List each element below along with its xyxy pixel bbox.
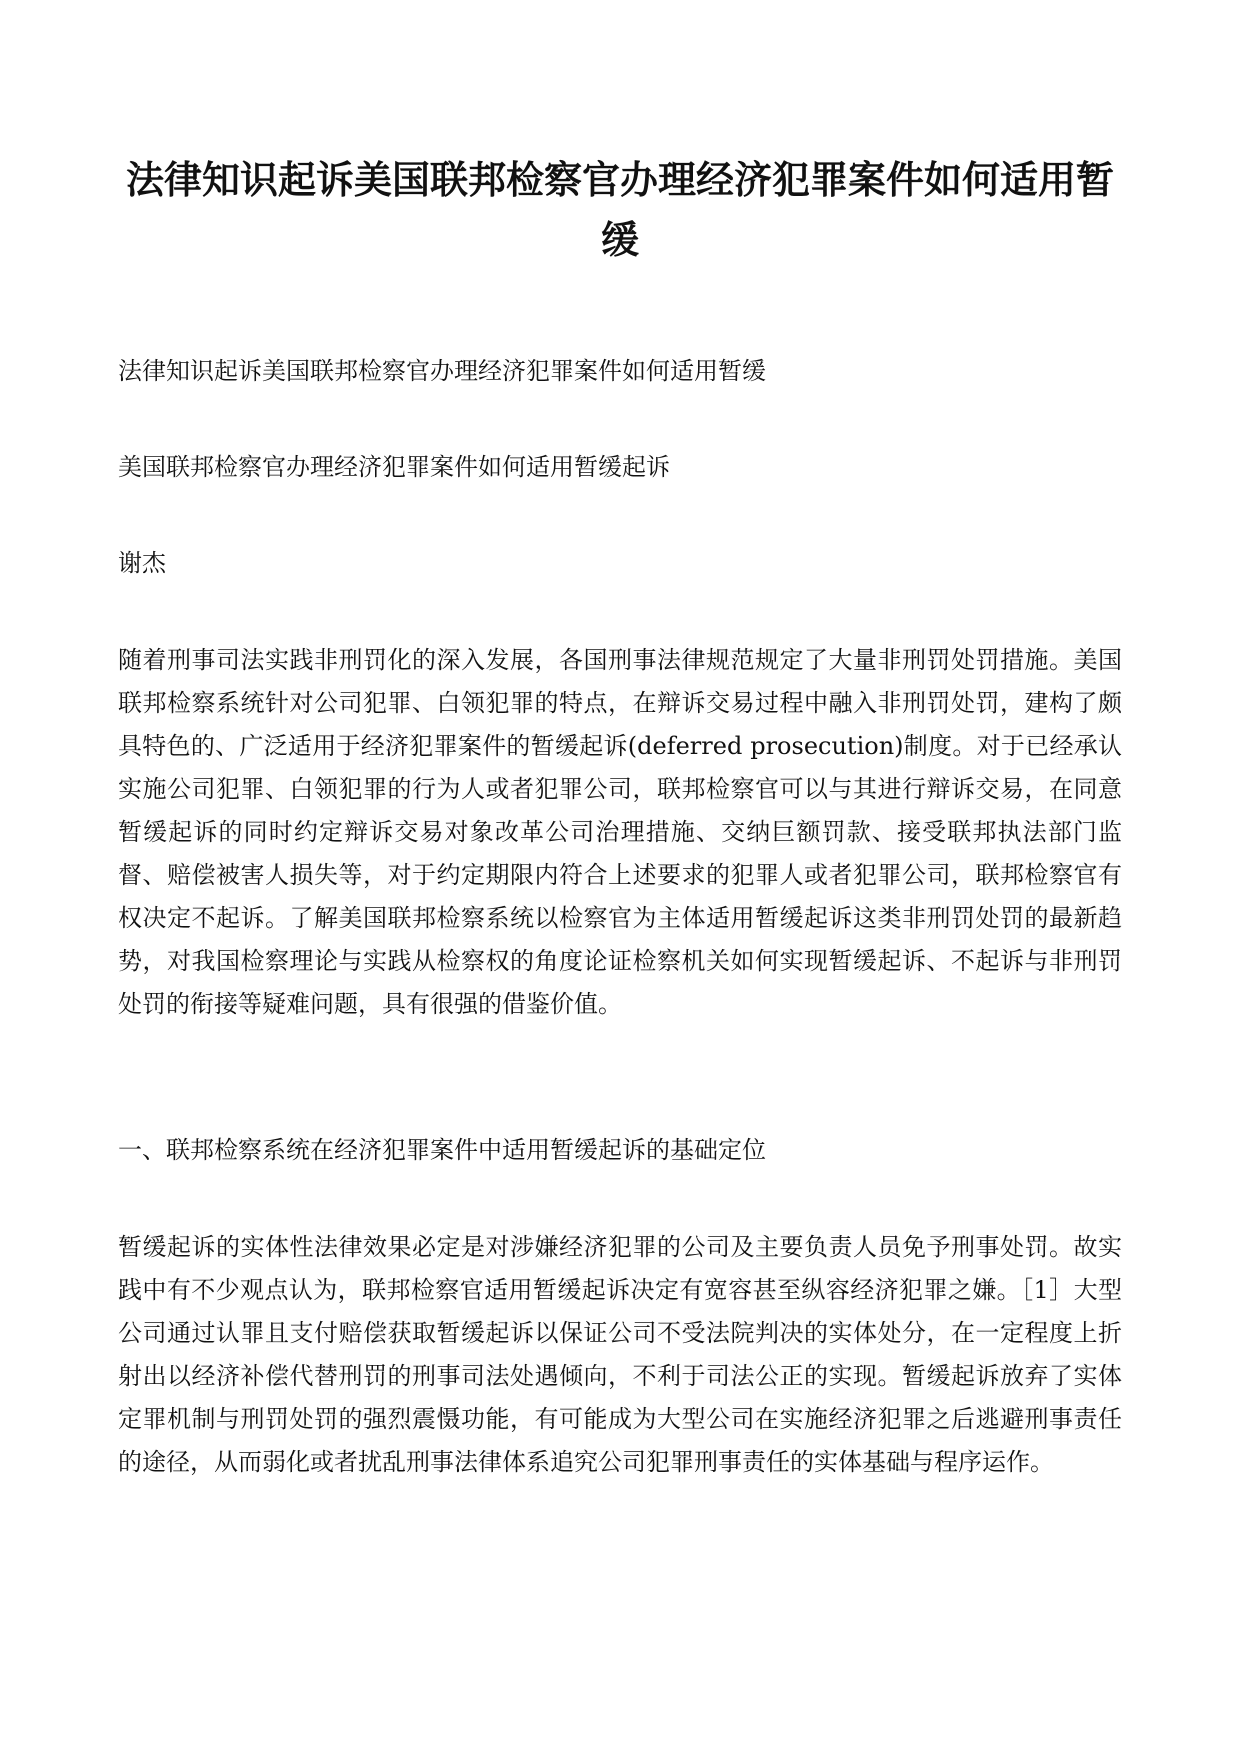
- body-paragraph-section-one: 暂缓起诉的实体性法律效果必定是对涉嫌经济犯罪的公司及主要负责人员免予刑事处罚。故实践中有不少观点认为，联邦检察官适用暂缓起诉决定有宽容甚至纵容经济犯罪之嫌。［1］大型公司通过认罪且支付赔偿获取暂缓起诉以保证公司不受法院判决的实体处分，在一定程度上折射出以经济补偿代替刑罚的刑事司法处遇倾向，不利于司法公正的实现。暂缓起诉放弃了实体定罪机制与刑罚处罚的强烈震慑功能，有可能成为大型公司在实施经济犯罪之后逃避刑事责任的途径，从而弱化或者扰乱刑事法律体系追究公司犯罪刑事责任的实体基础与程序运作。: [118, 1233, 1122, 1476]
- body-paragraph-intro: 随着刑事司法实践非刑罚化的深入发展，各国刑事法律规范规定了大量非刑罚处罚措施。美国联邦检察系统针对公司犯罪、白领犯罪的特点，在辩诉交易过程中融入非刑罚处罚，建构了颇具特色的、广泛适用于经济犯罪案件的暂缓起诉(deferred prosecution)制度。对于已经承认实施公司犯罪、白领犯罪的行为人或者犯罪公司，联邦检察官可以与其进行辩诉交易，在同意暂缓起诉的同时约定辩诉交易对象改革公司治理措施、交纳巨额罚款、接受联邦执法部门监督、赔偿被害人损失等，对于约定期限内符合上述要求的犯罪人或者犯罪公司，联邦检察官有权决定不起诉。了解美国联邦检察系统以检察官为主体适用暂缓起诉这类非刑罚处罚的最新趋势，对我国检察理论与实践从检察权的角度论证检察机关如何实现暂缓起诉、不起诉与非刑罚处罚的衔接等疑难问题，具有很强的借鉴价值。: [118, 646, 1122, 1018]
- author-name: 谢杰: [118, 549, 166, 577]
- section-heading-one: 一、联邦检察系统在经济犯罪案件中适用暂缓起诉的基础定位: [118, 1136, 766, 1164]
- document-title: 法律知识起诉美国联邦检察官办理经济犯罪案件如何适用暂缓: [125, 158, 1114, 262]
- document-subtitle: 法律知识起诉美国联邦检察官办理经济犯罪案件如何适用暂缓: [118, 357, 766, 385]
- article-title: 美国联邦检察官办理经济犯罪案件如何适用暂缓起诉: [118, 453, 670, 481]
